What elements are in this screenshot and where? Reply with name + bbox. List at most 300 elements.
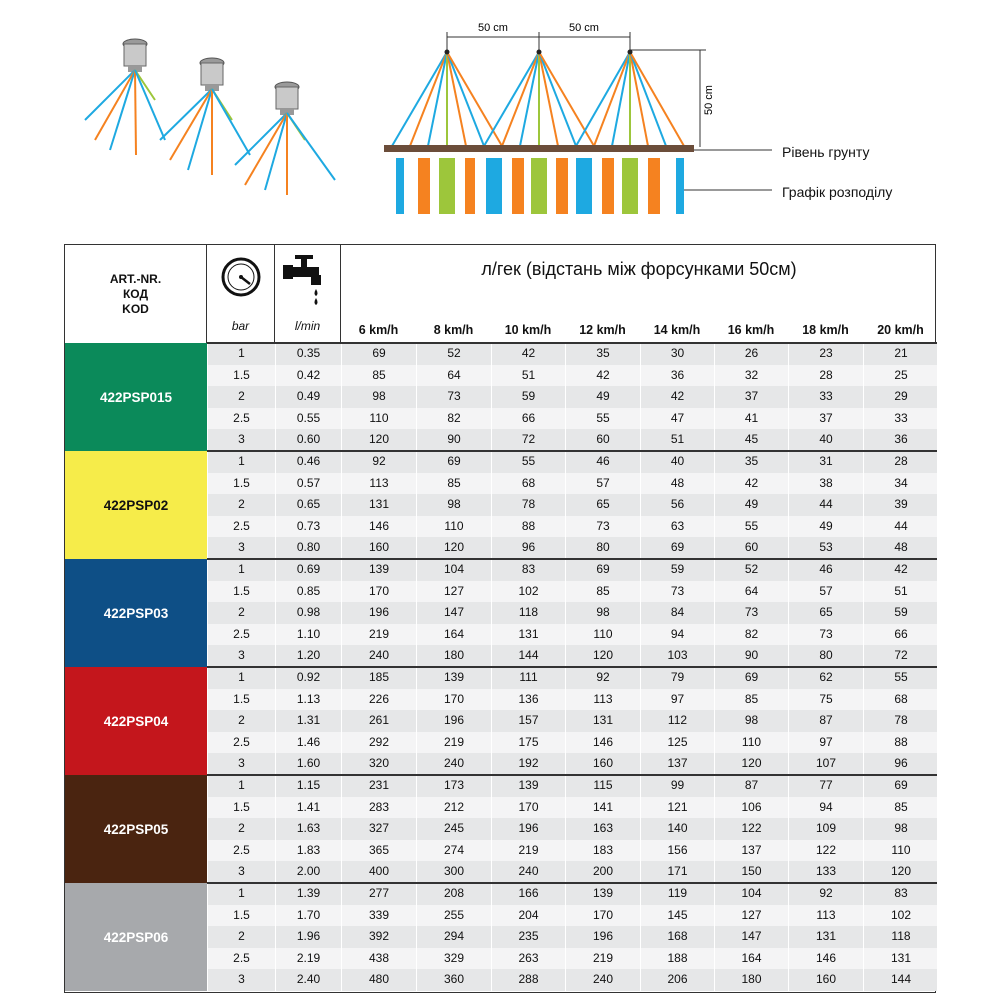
group-divider	[207, 450, 937, 452]
rate-cell: 44	[863, 516, 938, 538]
nozzle-icon	[160, 58, 250, 175]
distribution-diagram	[384, 22, 772, 214]
rate-cell: 120	[863, 861, 938, 883]
rate-cell: 88	[491, 516, 565, 538]
rate-cell: 36	[863, 429, 938, 451]
rate-cell: 64	[416, 365, 491, 387]
rate-cell: 131	[863, 948, 938, 970]
pressure-cell: 1.5	[207, 797, 275, 819]
rate-cell: 51	[491, 365, 565, 387]
spray-cones	[392, 52, 684, 146]
rate-cell: 240	[565, 969, 640, 991]
rate-cell: 65	[788, 602, 863, 624]
rate-cell: 85	[416, 473, 491, 495]
table-row	[207, 559, 937, 581]
pressure-cell: 3	[207, 861, 275, 883]
rate-cell: 98	[341, 386, 416, 408]
rate-cell: 98	[565, 602, 640, 624]
pressure-cell: 1.5	[207, 365, 275, 387]
rate-cell: 110	[416, 516, 491, 538]
rate-cell: 121	[640, 797, 714, 819]
rate-cell: 120	[714, 753, 788, 775]
rate-cell: 339	[341, 905, 416, 927]
pressure-cell: 1	[207, 559, 275, 581]
rate-cell: 49	[788, 516, 863, 538]
rate-cell: 26	[714, 343, 788, 365]
rate-cell: 92	[788, 883, 863, 905]
pressure-cell: 2	[207, 926, 275, 948]
pressure-cell: 1.5	[207, 905, 275, 927]
rate-cell: 240	[491, 861, 565, 883]
rate-cell: 219	[565, 948, 640, 970]
nozzle-code: 422PSP04	[65, 667, 207, 775]
rate-cell: 110	[714, 732, 788, 754]
rate-cell: 160	[341, 537, 416, 559]
rate-cell: 147	[416, 602, 491, 624]
flow-cell: 1.31	[275, 710, 341, 732]
rate-cell: 196	[491, 818, 565, 840]
table-row	[207, 343, 937, 365]
flow-cell: 2.00	[275, 861, 341, 883]
rate-cell: 60	[714, 537, 788, 559]
table-row	[207, 883, 937, 905]
illustration-svg	[0, 0, 1000, 240]
rate-cell: 57	[565, 473, 640, 495]
rate-cell: 173	[416, 775, 491, 797]
rate-cell: 42	[640, 386, 714, 408]
flow-cell: 1.60	[275, 753, 341, 775]
rate-cell: 35	[565, 343, 640, 365]
rate-cell: 106	[714, 797, 788, 819]
rate-cell: 255	[416, 905, 491, 927]
flow-cell: 1.63	[275, 818, 341, 840]
table-row	[207, 840, 937, 862]
pressure-cell: 2	[207, 818, 275, 840]
speed-header: 10 km/h	[504, 323, 552, 337]
rate-cell: 57	[788, 581, 863, 603]
rate-cell: 219	[341, 624, 416, 646]
rate-cell: 200	[565, 861, 640, 883]
rate-cell: 42	[863, 559, 938, 581]
rate-cell: 44	[788, 494, 863, 516]
rate-cell: 90	[416, 429, 491, 451]
rate-cell: 300	[416, 861, 491, 883]
table-row	[207, 537, 937, 559]
flow-cell: 1.70	[275, 905, 341, 927]
rate-cell: 139	[341, 559, 416, 581]
rate-cell: 102	[491, 581, 565, 603]
pressure-cell: 1.5	[207, 581, 275, 603]
flow-cell: 0.35	[275, 343, 341, 365]
rate-cell: 226	[341, 689, 416, 711]
flow-cell: 0.42	[275, 365, 341, 387]
flow-cell: 1.13	[275, 689, 341, 711]
rate-cell: 23	[788, 343, 863, 365]
rate-cell: 85	[714, 689, 788, 711]
flow-cell: 0.57	[275, 473, 341, 495]
rate-cell: 119	[640, 883, 714, 905]
rate-cell: 131	[341, 494, 416, 516]
rate-cell: 55	[565, 408, 640, 430]
rate-cell: 98	[863, 818, 938, 840]
rate-cell: 139	[565, 883, 640, 905]
pressure-cell: 3	[207, 969, 275, 991]
rate-cell: 294	[416, 926, 491, 948]
rate-cell: 144	[491, 645, 565, 667]
pressure-cell: 1	[207, 667, 275, 689]
rate-cell: 83	[863, 883, 938, 905]
rate-cell: 196	[565, 926, 640, 948]
pressure-cell: 2.5	[207, 624, 275, 646]
rate-cell: 263	[491, 948, 565, 970]
rate-cell: 168	[640, 926, 714, 948]
rate-cell: 78	[491, 494, 565, 516]
rate-cell: 59	[863, 602, 938, 624]
rate-cell: 110	[341, 408, 416, 430]
rate-cell: 68	[863, 689, 938, 711]
speed-header: 14 km/h	[653, 323, 701, 337]
pressure-unit: bar	[231, 319, 250, 333]
group-divider	[207, 666, 937, 668]
rate-cell: 47	[640, 408, 714, 430]
group-divider	[207, 558, 937, 560]
flow-cell: 1.46	[275, 732, 341, 754]
rate-cell: 170	[565, 905, 640, 927]
rate-cell: 240	[416, 753, 491, 775]
rate-cell: 180	[714, 969, 788, 991]
pressure-cell: 1	[207, 343, 275, 365]
rate-cell: 69	[714, 667, 788, 689]
flow-cell: 0.55	[275, 408, 341, 430]
rate-cell: 110	[565, 624, 640, 646]
rate-cell: 79	[640, 667, 714, 689]
nozzle-code: 422PSP015	[65, 343, 207, 451]
rate-cell: 127	[714, 905, 788, 927]
rate-cell: 261	[341, 710, 416, 732]
flow-header	[275, 245, 341, 343]
rate-cell: 73	[565, 516, 640, 538]
flow-cell: 0.85	[275, 581, 341, 603]
pressure-cell: 2.5	[207, 408, 275, 430]
application-rate-table	[64, 244, 936, 993]
rate-cell: 170	[491, 797, 565, 819]
speed-header: 12 km/h	[579, 323, 626, 337]
rate-cell: 144	[863, 969, 938, 991]
flow-cell: 1.10	[275, 624, 341, 646]
flow-cell: 0.92	[275, 667, 341, 689]
rate-cell: 103	[640, 645, 714, 667]
rate-cell: 75	[788, 689, 863, 711]
rate-cell: 56	[640, 494, 714, 516]
rate-cell: 139	[416, 667, 491, 689]
speed-header: 16 km/h	[727, 323, 775, 337]
table-row	[207, 926, 937, 948]
rate-cell: 59	[491, 386, 565, 408]
pressure-cell: 1	[207, 883, 275, 905]
rate-cell: 120	[341, 429, 416, 451]
nozzle-code: 422PSP06	[65, 883, 207, 991]
header-line: KOD	[122, 301, 149, 316]
flow-cell: 1.20	[275, 645, 341, 667]
rate-cell: 73	[640, 581, 714, 603]
rate-cell: 131	[491, 624, 565, 646]
flow-cell: 1.83	[275, 840, 341, 862]
flow-cell: 1.15	[275, 775, 341, 797]
nozzle-illustration	[85, 39, 335, 195]
rate-cell: 288	[491, 969, 565, 991]
rate-cell: 69	[565, 559, 640, 581]
rate-cell: 131	[788, 926, 863, 948]
speed-header: 6 km/h	[358, 323, 399, 337]
pressure-cell: 1.5	[207, 689, 275, 711]
table-row	[207, 581, 937, 603]
rate-cell: 127	[416, 581, 491, 603]
pressure-cell: 2.5	[207, 840, 275, 862]
pressure-cell: 3	[207, 753, 275, 775]
nozzle-icon	[235, 82, 335, 195]
rate-cell: 34	[863, 473, 938, 495]
rate-cell: 60	[565, 429, 640, 451]
rate-cell: 196	[416, 710, 491, 732]
rate-cell: 77	[788, 775, 863, 797]
table-row	[207, 732, 937, 754]
rate-cell: 113	[788, 905, 863, 927]
table-row	[207, 365, 937, 387]
rate-cell: 365	[341, 840, 416, 862]
rate-cell: 277	[341, 883, 416, 905]
rate-cell: 65	[565, 494, 640, 516]
nozzle-icon	[85, 39, 165, 155]
rate-cell: 29	[863, 386, 938, 408]
pressure-cell: 1.5	[207, 473, 275, 495]
rate-cell: 104	[714, 883, 788, 905]
rate-cell: 146	[788, 948, 863, 970]
rate-cell: 120	[416, 537, 491, 559]
table-caption: л/гек (відстань між форсунками 50см)	[481, 259, 797, 279]
flow-cell: 0.69	[275, 559, 341, 581]
rate-cell: 156	[640, 840, 714, 862]
distribution-chart-label: Графік розподілу	[782, 184, 893, 200]
rate-cell: 69	[863, 775, 938, 797]
rate-cell: 39	[863, 494, 938, 516]
rate-cell: 35	[714, 451, 788, 473]
rate-cell: 320	[341, 753, 416, 775]
rate-cell: 231	[341, 775, 416, 797]
rate-cell: 212	[416, 797, 491, 819]
rate-cell: 52	[714, 559, 788, 581]
rate-cell: 80	[565, 537, 640, 559]
rate-cell: 208	[416, 883, 491, 905]
pressure-cell: 2.5	[207, 516, 275, 538]
rate-cell: 133	[788, 861, 863, 883]
rate-cell: 66	[863, 624, 938, 646]
rate-cell: 150	[714, 861, 788, 883]
rate-cell: 73	[416, 386, 491, 408]
pressure-gauge-icon	[207, 245, 275, 315]
rate-cell: 329	[416, 948, 491, 970]
table-row	[207, 969, 937, 991]
rate-cell: 66	[491, 408, 565, 430]
rate-cell: 73	[714, 602, 788, 624]
table-row	[207, 408, 937, 430]
pressure-cell: 1	[207, 775, 275, 797]
rate-cell: 62	[788, 667, 863, 689]
rate-cell: 139	[491, 775, 565, 797]
rate-cell: 120	[565, 645, 640, 667]
rate-cell: 113	[565, 689, 640, 711]
rate-cell: 69	[341, 343, 416, 365]
rate-cell: 111	[491, 667, 565, 689]
rate-cell: 90	[714, 645, 788, 667]
pressure-cell: 2	[207, 710, 275, 732]
table-row	[207, 948, 937, 970]
spacing-label-1: 50 cm	[478, 22, 508, 34]
table-row	[207, 386, 937, 408]
rate-cell: 140	[640, 818, 714, 840]
rate-cell: 110	[863, 840, 938, 862]
rate-cell: 51	[863, 581, 938, 603]
pressure-cell: 3	[207, 429, 275, 451]
rate-cell: 171	[640, 861, 714, 883]
pressure-cell: 1	[207, 451, 275, 473]
nozzle-code: 422PSP02	[65, 451, 207, 559]
table-row	[207, 797, 937, 819]
flow-cell: 2.19	[275, 948, 341, 970]
rate-cell: 137	[640, 753, 714, 775]
rate-cell: 85	[341, 365, 416, 387]
rate-cell: 438	[341, 948, 416, 970]
rate-cell: 36	[640, 365, 714, 387]
rate-cell: 38	[788, 473, 863, 495]
flow-cell: 1.41	[275, 797, 341, 819]
rate-cell: 63	[640, 516, 714, 538]
rate-cell: 131	[565, 710, 640, 732]
table-row	[207, 905, 937, 927]
rate-cell: 206	[640, 969, 714, 991]
rate-cell: 42	[491, 343, 565, 365]
rate-cell: 141	[565, 797, 640, 819]
pressure-cell: 2	[207, 602, 275, 624]
table-row	[207, 624, 937, 646]
rate-cell: 37	[788, 408, 863, 430]
rate-cell: 188	[640, 948, 714, 970]
rate-cell: 49	[565, 386, 640, 408]
rate-cell: 97	[788, 732, 863, 754]
rate-cell: 94	[640, 624, 714, 646]
rate-cell: 64	[714, 581, 788, 603]
rate-cell: 118	[491, 602, 565, 624]
rate-cell: 219	[491, 840, 565, 862]
rate-cell: 41	[714, 408, 788, 430]
rate-cell: 147	[714, 926, 788, 948]
rate-cell: 170	[341, 581, 416, 603]
rate-cell: 59	[640, 559, 714, 581]
rate-cell: 175	[491, 732, 565, 754]
rate-cell: 33	[863, 408, 938, 430]
rate-cell: 33	[788, 386, 863, 408]
rate-cell: 73	[788, 624, 863, 646]
spacing-label-2: 50 cm	[569, 22, 599, 34]
rate-cell: 72	[491, 429, 565, 451]
table-row	[207, 602, 937, 624]
rate-cell: 107	[788, 753, 863, 775]
speed-header: 8 km/h	[433, 323, 474, 337]
rate-cell: 72	[863, 645, 938, 667]
rate-cell: 137	[714, 840, 788, 862]
rate-cell: 360	[416, 969, 491, 991]
table-row	[207, 775, 937, 797]
rate-cell: 42	[714, 473, 788, 495]
rate-cell: 46	[788, 559, 863, 581]
pressure-cell: 2.5	[207, 948, 275, 970]
rate-cell: 68	[491, 473, 565, 495]
rate-cell: 245	[416, 818, 491, 840]
rate-cell: 37	[714, 386, 788, 408]
rate-cell: 196	[341, 602, 416, 624]
rate-cell: 28	[788, 365, 863, 387]
rate-cell: 21	[863, 343, 938, 365]
rate-cell: 392	[341, 926, 416, 948]
rate-cell: 98	[714, 710, 788, 732]
rate-cell: 46	[565, 451, 640, 473]
rate-cell: 94	[788, 797, 863, 819]
pressure-header	[207, 245, 275, 343]
rate-cell: 85	[863, 797, 938, 819]
rate-cell: 118	[863, 926, 938, 948]
rate-cell: 102	[863, 905, 938, 927]
table-row	[207, 818, 937, 840]
rate-cell: 166	[491, 883, 565, 905]
rate-cell: 192	[491, 753, 565, 775]
rate-cell: 327	[341, 818, 416, 840]
rate-cell: 292	[341, 732, 416, 754]
rate-cell: 219	[416, 732, 491, 754]
rate-cell: 87	[788, 710, 863, 732]
rate-cell: 83	[491, 559, 565, 581]
header-line: ART.-NR.	[109, 271, 162, 286]
speed-header: 18 km/h	[802, 323, 849, 337]
rate-cell: 122	[714, 818, 788, 840]
rate-cell: 85	[565, 581, 640, 603]
group-divider	[207, 342, 937, 344]
rate-cell: 240	[341, 645, 416, 667]
table-row	[207, 861, 937, 883]
rate-cell: 146	[341, 516, 416, 538]
rate-cell: 480	[341, 969, 416, 991]
rate-cell: 170	[416, 689, 491, 711]
rate-cell: 80	[788, 645, 863, 667]
ground-bar	[384, 145, 694, 152]
article-code-header	[65, 245, 207, 343]
rate-cell: 55	[714, 516, 788, 538]
group-divider	[207, 882, 937, 884]
rate-cell: 52	[416, 343, 491, 365]
rate-cell: 82	[416, 408, 491, 430]
pressure-cell: 2.5	[207, 732, 275, 754]
rate-cell: 69	[416, 451, 491, 473]
rate-cell: 28	[863, 451, 938, 473]
rate-cell: 157	[491, 710, 565, 732]
group-divider	[207, 774, 937, 776]
table-row	[207, 516, 937, 538]
rate-cell: 40	[640, 451, 714, 473]
rate-cell: 283	[341, 797, 416, 819]
rate-cell: 145	[640, 905, 714, 927]
rate-cell: 115	[565, 775, 640, 797]
table-row	[207, 494, 937, 516]
rate-cell: 48	[640, 473, 714, 495]
rate-cell: 400	[341, 861, 416, 883]
